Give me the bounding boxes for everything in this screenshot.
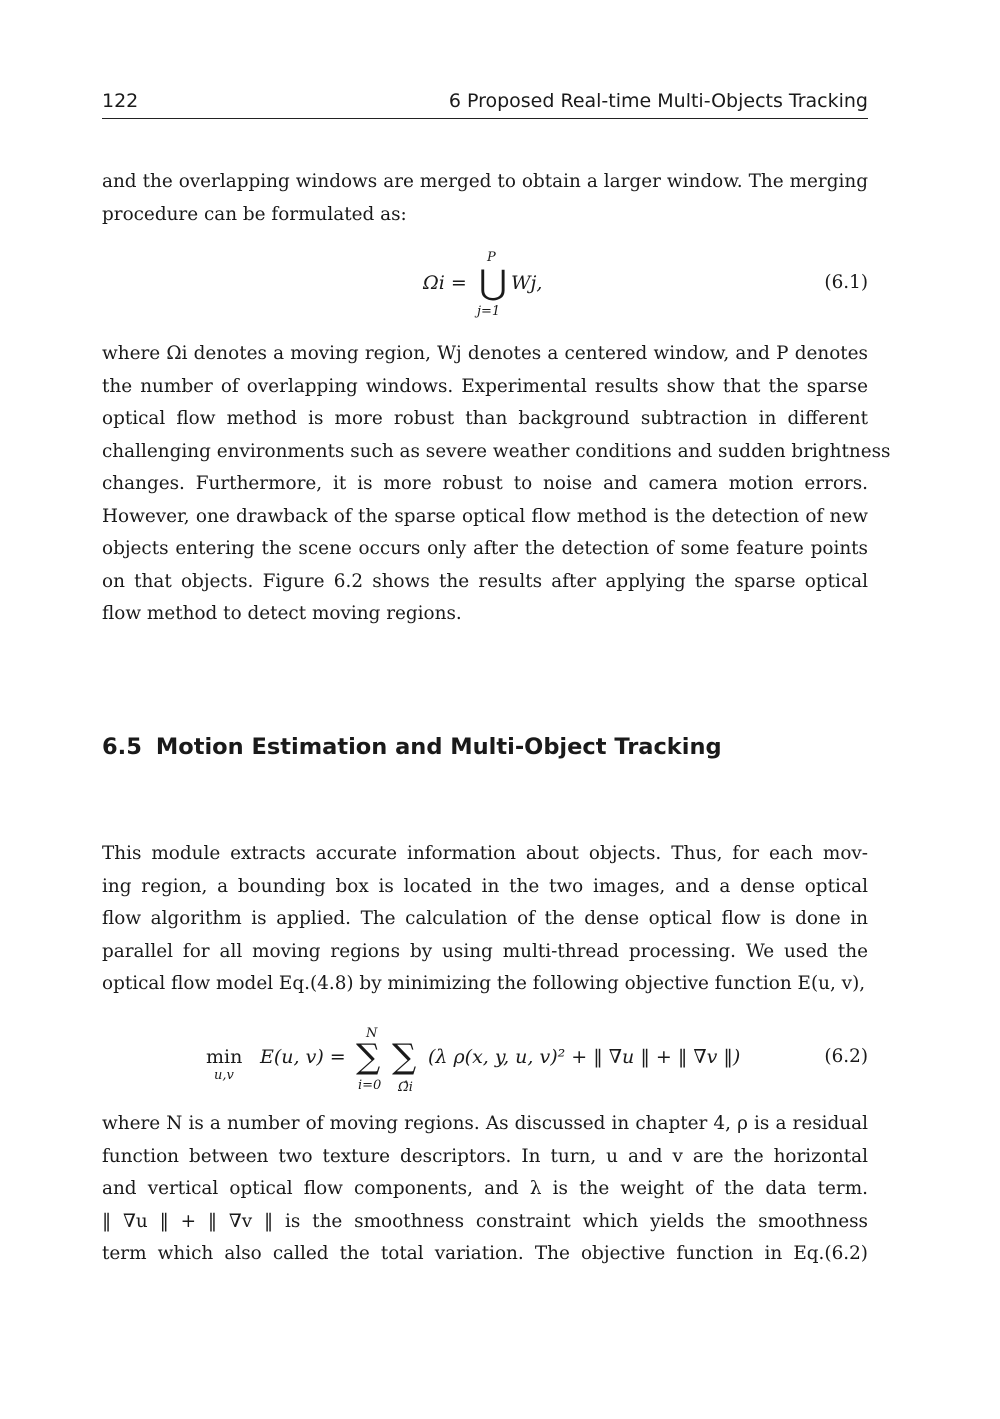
running-head [102,88,868,119]
equation-number-6-1: (6.1) [824,272,868,293]
eq2-min: min [206,1046,243,1068]
chapter-title: 6 Proposed Real-time Multi-Objects Tracking [448,90,868,112]
text-line: optical flow method is more robust than background subtraction in different [102,408,868,429]
paragraph-intro [102,166,868,231]
text-line: ‖ ∇u ‖ + ‖ ∇v ‖ is the smoothness constraint which yields the smoothness [102,1210,868,1232]
page-number: 122 [102,90,139,112]
text-line: flow algorithm is applied. The calculation of the dense optical flow is done in [102,908,868,929]
section-title: Motion Estimation and Multi-Object Tracking [155,734,722,760]
eq2-sum2-lower: Ω̂i [398,1080,413,1095]
text-line: challenging environments such as severe weather conditions and sudden brightness [102,440,891,462]
text-line: flow method to detect moving regions. [102,603,462,624]
eq2-min-subscript: u,v [214,1068,234,1083]
paragraph-module [102,838,868,1001]
eq1-upper-limit: P [487,250,496,265]
text-line: parallel for all moving regions by using multi-thread processing. We used the [102,940,868,962]
text-line: ing region, a bounding box is located in the two images, and a dense optical [102,875,868,897]
text-line: and vertical optical flow components, and λ is the weight of the data term. [102,1178,868,1199]
text-line: where Ωi denotes a moving region, Wj denotes a centered window, and P denotes [102,343,868,364]
sum-operator-2: ∑ [392,1037,417,1077]
eq1-lhs: Ωi = [423,272,467,294]
sum-operator-1: ∑ [356,1037,381,1077]
text-line: function between two texture descriptors. In turn, u and v are the horizontal [102,1145,868,1167]
equation-6-2 [206,1022,786,1102]
text-line: This module extracts accurate information about objects. Thus, for each mov- [102,843,868,864]
section-heading [102,734,722,760]
text-line: where N is a number of moving regions. As discussed in chapter 4, ρ is a residual [102,1113,868,1134]
text-line: on that objects. Figure 6.2 shows the results after applying the sparse optical [102,570,868,592]
text-line: changes. Furthermore, it is more robust to noise and camera motion errors. [102,473,868,494]
section-number: 6.5 [102,734,142,760]
eq2-sum1-lower: i=0 [358,1078,382,1093]
text-line: However, one drawback of the sparse optical flow method is the detection of new [102,505,868,527]
text-line: and the overlapping windows are merged to obtain a larger window. The merging [102,171,868,192]
text-line: objects entering the scene occurs only after the detection of some feature points [102,538,868,559]
text-line: the number of overlapping windows. Experimental results show that the sparse [102,375,868,397]
equation-6-1 [423,248,623,328]
eq1-lower-limit: j=1 [477,304,501,319]
text-line: term which also called the total variation. The objective function in Eq.(6.2) [102,1243,868,1264]
text-line: procedure can be formulated as: [102,203,407,225]
eq2-lhs: E(u, v) = [260,1046,346,1068]
eq2-body: (λ ρ(x, y, u, v)² + ‖ ∇u ‖ + ‖ ∇v ‖) [428,1046,741,1068]
equation-number-6-2: (6.2) [824,1046,868,1067]
eq2-sum1-upper: N [366,1026,378,1041]
eq1-rhs: Wj, [511,272,543,294]
paragraph-explanation [102,1108,868,1271]
union-operator: ⋃ [479,263,507,303]
text-line: optical flow model Eq.(4.8) by minimizing the following objective function E(u, v), [102,973,866,994]
paragraph-sparse-flow [102,338,891,631]
